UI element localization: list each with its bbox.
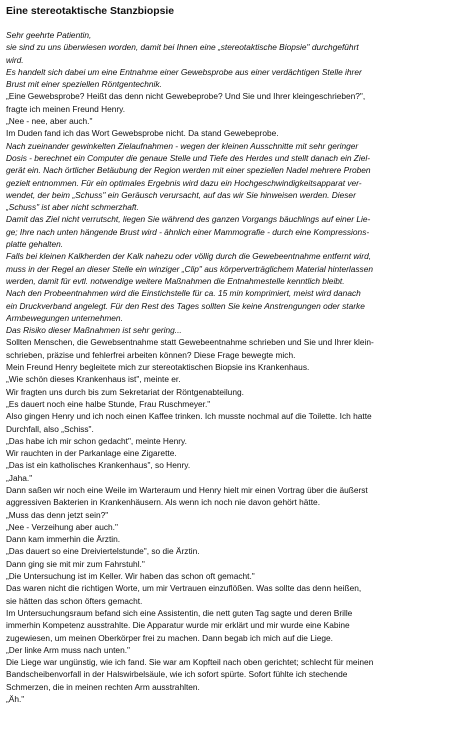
text-line: „Die Untersuchung ist im Keller. Wir haben das schon oft gemacht." (6, 571, 255, 582)
text-line: Dann saßen wir noch eine Weile im Warteraum und Henry hielt mir einen Vortrag über die äußerst (6, 484, 368, 495)
text-line: werden, damit für evtl. notwendige weitere Maßnahmen die Entnahmestelle kenntlich bleibt. (6, 275, 345, 286)
text-line: „Das dauert so eine Dreiviertelstunde", so die Ärztin. (6, 546, 200, 557)
text-line: Dann kam immerhin die Ärztin. (6, 534, 121, 545)
text-line: Durchfall, also „Schiss". (6, 423, 94, 434)
text-line: sie sind zu uns überwiesen worden, damit bei Ihnen eine „stereotaktische Biopsie" durchgeführt (6, 42, 359, 53)
text-line: wird. (6, 54, 24, 65)
text-line: fragte ich meinen Freund Henry. (6, 103, 126, 114)
text-line: Im Untersuchungsraum befand sich eine Assistentin, die nett guten Tag sagte und deren Brille (6, 607, 353, 618)
text-line: „Äh." (6, 694, 25, 705)
text-line: ein Druckverband angelegt. Für den Rest des Tages sollten Sie keine Anstrengungen oder starke (6, 300, 365, 311)
text-line: Nach den Probeentnahmen wird die Einstichstelle für ca. 15 min komprimiert, meist wird danach (6, 288, 361, 299)
text-line: Bandscheibenvorfall in der Halswirbelsäule, wie ich sofort spürte. Sofort fühlte ich stechende (6, 669, 348, 680)
text-line: „Muss das denn jetzt sein?" (6, 509, 109, 520)
text-line: Sehr geehrte Patientin, (6, 30, 92, 40)
text-line: Nach zueinander gewinkelten Zielaufnahmen - wegen der kleinen Ausschnitte mit sehr geringer (6, 140, 359, 151)
text-line: Das waren nicht die richtigen Worte, um mir Vertrauen einzuflößen. Was sollte das denn heißen, (6, 583, 362, 594)
text-line: muss in der Regel an dieser Stelle ein winziger „Clip" aus körperverträglichem Material hinterlassen (6, 263, 374, 274)
text-line: Wir rauchten in der Parkanlage eine Zigarette. (6, 448, 177, 459)
text-line: Sollten Menschen, die Gewebsentnahme statt Gewebeentnahme schrieben und Sie und Ihrer klein- (6, 337, 374, 348)
text-line: Also gingen Henry und ich noch einen Kaffee trinken. Ich musste nochmal auf die Toilette. Ich hatte (6, 411, 372, 422)
text-line: „Schuss" ist aber nicht schmerzhaft. (6, 202, 139, 213)
text-line: „Das habe ich mir schon gedacht", meinte Henry. (6, 435, 187, 446)
text-line: Brust mit einer speziellen Röntgentechnik. (6, 79, 162, 90)
text-line: „Nee - nee, aber auch." (6, 116, 93, 127)
text-line: gezielt entnommen. Für ein optimales Ergebnis wird dazu ein Hochgeschwindigkeitsapparat ver- (6, 177, 362, 188)
text-line: Dosis - berechnet ein Computer die genaue Stelle und Tiefe des Herdes und stellt danach ein Ziel- (6, 152, 371, 163)
text-line: Im Duden fand ich das Wort Gewebsprobe nicht. Da stand Gewebeprobe. (6, 128, 279, 139)
document-body (6, 29, 455, 705)
text-line: „Wie schön dieses Krankenhaus ist", meinte er. (6, 374, 181, 385)
text-line: platte gehalten. (6, 239, 64, 250)
text-line: schrieben, präzise und fehlerfrei arbeiten können? Diese Frage bewegte mich. (6, 349, 296, 360)
text-line: wendet, der beim „Schuss" ein Geräusch verursacht, auf das wir Sie hinweisen werden. Dieser (6, 189, 356, 200)
text-line: Das Risiko dieser Maßnahmen ist sehr gering... (6, 325, 182, 336)
text-line: „Das ist ein katholisches Krankenhaus", so Henry. (6, 460, 191, 471)
text-line: „Nee - Verzeihung aber auch." (6, 521, 118, 532)
text-line: Schmerzen, die in meinen rechten Arm ausstrahlten. (6, 681, 200, 692)
text-line: Damit das Ziel nicht verrutscht, liegen Sie während des ganzen Vorgangs bäuchlings auf einer Lie- (6, 214, 371, 225)
document-title: Eine stereotaktische Stanzbiopsie (6, 6, 175, 17)
text-line: Wir fragten uns durch bis zum Sekretariat der Röntgenabteilung. (6, 386, 244, 397)
text-line: sie hätten das schon öfters gemacht. (6, 595, 143, 606)
text-line: Armbewegungen unternehmen. (6, 312, 123, 323)
text-line: zugewiesen, um meinen Oberkörper frei zu machen. Dann begab ich mich auf die Liege. (6, 632, 333, 643)
text-line: Mein Freund Henry begleitete mich zur stereotaktischen Biopsie ins Krankenhaus. (6, 362, 310, 373)
text-line: Falls bei kleinen Kalkherden der Kalk nahezu oder völlig durch die Gewebeentnahme entfernt wird, (6, 251, 372, 262)
text-line: „Jaha." (6, 472, 33, 483)
text-line: aggressiven Bakterien in Krankenhäusern. Als wenn ich noch nie davon gehört hätte. (6, 497, 321, 508)
text-line: gerät ein. Nach örtlicher Betäubung der Region werden mit einer speziellen Nadel mehrere Proben (6, 165, 371, 176)
text-line: ge; Ihre nach unten hängende Brust wird - ähnlich einer Mammografie - durch eine Kompressions- (6, 226, 370, 237)
text-line: immerhin Kompetenz ausstrahlte. Die Apparatur wurde mir erklärt und mir wurde eine Kabine (6, 620, 350, 631)
text-line: „Eine Gewebsprobe? Heißt das denn nicht Gewebeprobe? Und Sie und Ihrer kleingeschrieben?", (6, 91, 366, 102)
text-line: „Es dauert noch eine halbe Stunde, Frau Ruschmeyer." (6, 398, 211, 409)
text-line: Es handelt sich dabei um eine Entnahme einer Gewebsprobe aus einer verdächtigen Stelle ihrer (6, 66, 362, 77)
text-line: „Der linke Arm muss nach unten." (6, 644, 130, 655)
text-line: Die Liege war ungünstig, wie ich fand. Sie war am Kopfteil nach oben gerichtet; schlecht für meinen (6, 657, 374, 668)
text-line: Dann ging sie mit mir zum Fahrstuhl." (6, 558, 145, 569)
